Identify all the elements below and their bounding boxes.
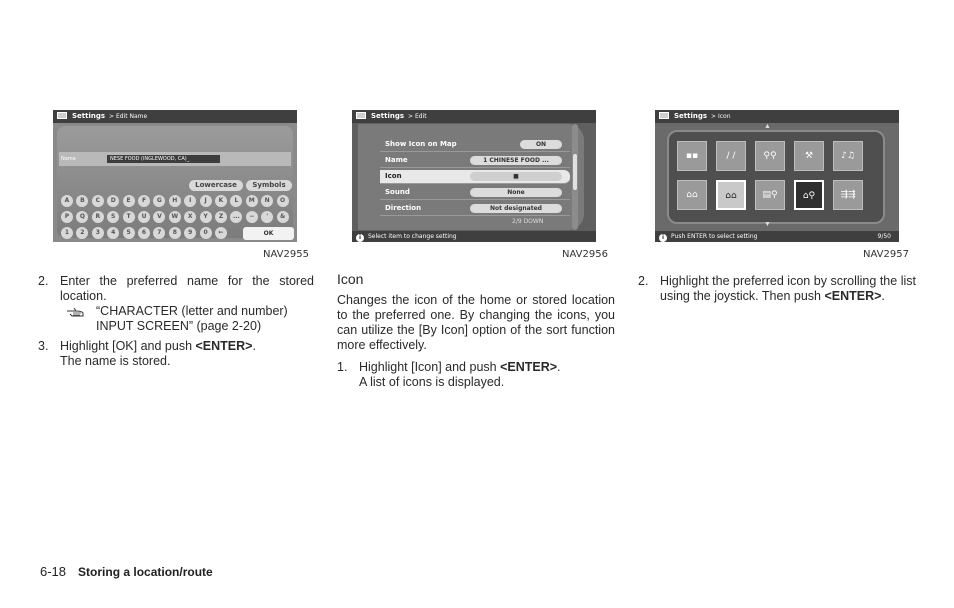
step-3 xyxy=(38,339,314,369)
key-25[interactable]: Z xyxy=(215,211,227,223)
screen-title-bar xyxy=(53,110,297,123)
key-22[interactable]: W xyxy=(169,211,181,223)
column-3 xyxy=(638,274,916,304)
key-16[interactable]: Q xyxy=(76,211,88,223)
icon-cell-6[interactable]: ⌂⌂ xyxy=(716,180,746,210)
key-9[interactable]: J xyxy=(200,195,212,207)
step-number: 2. xyxy=(638,274,649,288)
ok-button[interactable]: OK xyxy=(243,227,294,240)
icon-counter: 9/50 xyxy=(877,233,891,240)
setting-row-name[interactable] xyxy=(380,154,570,168)
step-text: Enter the preferred name for the stored location. xyxy=(60,274,314,303)
key-28[interactable]: ' xyxy=(261,211,273,223)
settings-icon xyxy=(356,112,366,119)
setting-row-icon[interactable] xyxy=(380,170,570,184)
scrollbar[interactable] xyxy=(572,124,578,230)
key-1[interactable]: B xyxy=(76,195,88,207)
scroll-up-arrow-icon[interactable]: ▲ xyxy=(764,123,771,130)
screen-subtitle: > Icon xyxy=(711,113,731,120)
key-15[interactable]: P xyxy=(61,211,73,223)
screen-title: Settings xyxy=(72,112,106,120)
screen-title: Settings xyxy=(371,112,405,120)
icon-cell-9[interactable]: ⇶⇶ xyxy=(833,180,863,210)
key-27[interactable]: − xyxy=(246,211,258,223)
screen-title-bar xyxy=(655,110,899,123)
step-text-end: . xyxy=(881,289,885,303)
reference xyxy=(38,304,314,334)
scroll-down-arrow-icon[interactable]: ▼ xyxy=(764,221,771,228)
status-bar xyxy=(655,231,899,242)
setting-row-direction[interactable] xyxy=(380,202,570,216)
step-2 xyxy=(38,274,314,304)
key-38[interactable]: 9 xyxy=(184,227,196,239)
enter-key-text: <ENTER> xyxy=(195,339,253,353)
settings-icon xyxy=(57,112,67,119)
edit-name-screenshot xyxy=(53,110,297,242)
section-paragraph: Changes the icon of the home or stored location to the preferred one. By changing the icons, you can utilize the [By Icon] option of the sort function more effectively. xyxy=(337,293,615,352)
enter-key-text: <ENTER> xyxy=(500,360,558,374)
key-29[interactable]: & xyxy=(277,211,289,223)
key-4[interactable]: E xyxy=(123,195,135,207)
key-5[interactable]: F xyxy=(138,195,150,207)
icon-cell-5[interactable]: ⌂⌂ xyxy=(677,180,707,210)
key-12[interactable]: M xyxy=(246,195,258,207)
key-17[interactable]: R xyxy=(92,211,104,223)
step-number: 3. xyxy=(38,339,49,353)
step-text: Highlight [Icon] and push xyxy=(359,360,501,374)
key-8[interactable]: I xyxy=(184,195,196,207)
key-39[interactable]: 0 xyxy=(200,227,212,239)
setting-label: Sound xyxy=(385,188,410,196)
edit-screenshot xyxy=(352,110,596,242)
setting-value: ■ xyxy=(470,172,562,181)
reference-hand-icon xyxy=(66,306,86,318)
page-footer xyxy=(40,564,213,579)
key-35[interactable]: 6 xyxy=(138,227,150,239)
setting-value: ON xyxy=(520,140,562,149)
info-icon: i xyxy=(356,234,364,242)
setting-value: Not designated xyxy=(470,204,562,213)
key-10[interactable]: K xyxy=(215,195,227,207)
key-31[interactable]: 2 xyxy=(76,227,88,239)
setting-label: Show Icon on Map xyxy=(385,140,457,148)
screen-title: Settings xyxy=(674,112,708,120)
key-7[interactable]: H xyxy=(169,195,181,207)
setting-label: Direction xyxy=(385,204,422,212)
key-14[interactable]: O xyxy=(277,195,289,207)
step-text-end: . xyxy=(557,360,561,374)
setting-value: 1 CHINESE FOOD ... xyxy=(470,156,562,165)
icon-cell-2[interactable]: ⚲⚲ xyxy=(755,141,785,171)
status-bar xyxy=(352,231,596,242)
setting-label: Icon xyxy=(385,172,402,180)
key-11[interactable]: L xyxy=(230,195,242,207)
icon-cell-3[interactable]: ⚒ xyxy=(794,141,824,171)
step-text: Highlight the preferred icon by scrolling the list using the joystick. Then push xyxy=(660,274,916,303)
icon-cell-0[interactable]: ▪▪ xyxy=(677,141,707,171)
key-19[interactable]: T xyxy=(123,211,135,223)
key-36[interactable]: 7 xyxy=(153,227,165,239)
key-23[interactable]: X xyxy=(184,211,196,223)
step-2 xyxy=(638,274,916,304)
screen-subtitle: > Edit xyxy=(408,113,427,120)
setting-row-sound[interactable] xyxy=(380,186,570,200)
column-1 xyxy=(38,274,314,369)
page-indicator: 2/9 DOWN xyxy=(512,218,544,225)
setting-label: Name xyxy=(385,156,408,164)
step-result: A list of icons is displayed. xyxy=(359,375,505,389)
key-24[interactable]: Y xyxy=(200,211,212,223)
reference-text: “CHARACTER (letter and number) INPUT SCREEN” (page 2-20) xyxy=(96,304,288,333)
settings-icon xyxy=(659,112,669,119)
icon-cell-8[interactable]: ⌂⚲ xyxy=(794,180,824,210)
scrollbar-thumb[interactable] xyxy=(573,154,577,190)
enter-key-text: <ENTER> xyxy=(824,289,882,303)
status-text: Push ENTER to select setting xyxy=(671,233,758,240)
step-text-end: . xyxy=(252,339,256,353)
figure-code-2: NAV2956 xyxy=(562,249,608,260)
info-icon: i xyxy=(659,234,667,242)
key-21[interactable]: V xyxy=(153,211,165,223)
setting-row-show-icon[interactable] xyxy=(380,138,570,152)
step-1 xyxy=(337,360,615,390)
key-30[interactable]: 1 xyxy=(61,227,73,239)
key-26[interactable]: ... xyxy=(230,211,242,223)
name-field[interactable]: NESE FOOD (INGLEWOOD, CA)_ xyxy=(107,155,220,163)
key-3[interactable]: D xyxy=(107,195,119,207)
key-0[interactable]: A xyxy=(61,195,73,207)
key-34[interactable]: 5 xyxy=(123,227,135,239)
icon-cell-7[interactable]: ▤⚲ xyxy=(755,180,785,210)
page-number: 6-18 xyxy=(40,564,67,579)
icon-screenshot xyxy=(655,110,899,242)
symbols-button[interactable]: Symbols xyxy=(246,180,292,191)
screen-subtitle: > Edit Name xyxy=(109,113,148,120)
icon-cell-4[interactable]: ♪♫ xyxy=(833,141,863,171)
key-2[interactable]: C xyxy=(92,195,104,207)
column-2 xyxy=(337,272,615,390)
status-text: Select item to change setting xyxy=(368,233,457,240)
key-32[interactable]: 3 xyxy=(92,227,104,239)
figure-code-1: NAV2955 xyxy=(263,249,309,260)
name-label: Name xyxy=(61,156,76,162)
key-37[interactable]: 8 xyxy=(169,227,181,239)
step-number: 2. xyxy=(38,274,49,288)
step-result: The name is stored. xyxy=(60,354,171,368)
screen-title-bar xyxy=(352,110,596,123)
lowercase-button[interactable]: Lowercase xyxy=(189,180,243,191)
section-title: Storing a location/route xyxy=(78,565,213,579)
step-number: 1. xyxy=(337,360,348,374)
key-6[interactable]: G xyxy=(153,195,165,207)
key-13[interactable]: N xyxy=(261,195,273,207)
key-33[interactable]: 4 xyxy=(107,227,119,239)
figure-code-3: NAV2957 xyxy=(863,249,909,260)
key-40[interactable]: ← xyxy=(215,227,227,239)
icon-cell-1[interactable]: / / xyxy=(716,141,746,171)
setting-value: None xyxy=(470,188,562,197)
key-18[interactable]: S xyxy=(107,211,119,223)
section-heading: Icon xyxy=(337,271,364,287)
step-text: Highlight [OK] and push xyxy=(60,339,196,353)
key-20[interactable]: U xyxy=(138,211,150,223)
